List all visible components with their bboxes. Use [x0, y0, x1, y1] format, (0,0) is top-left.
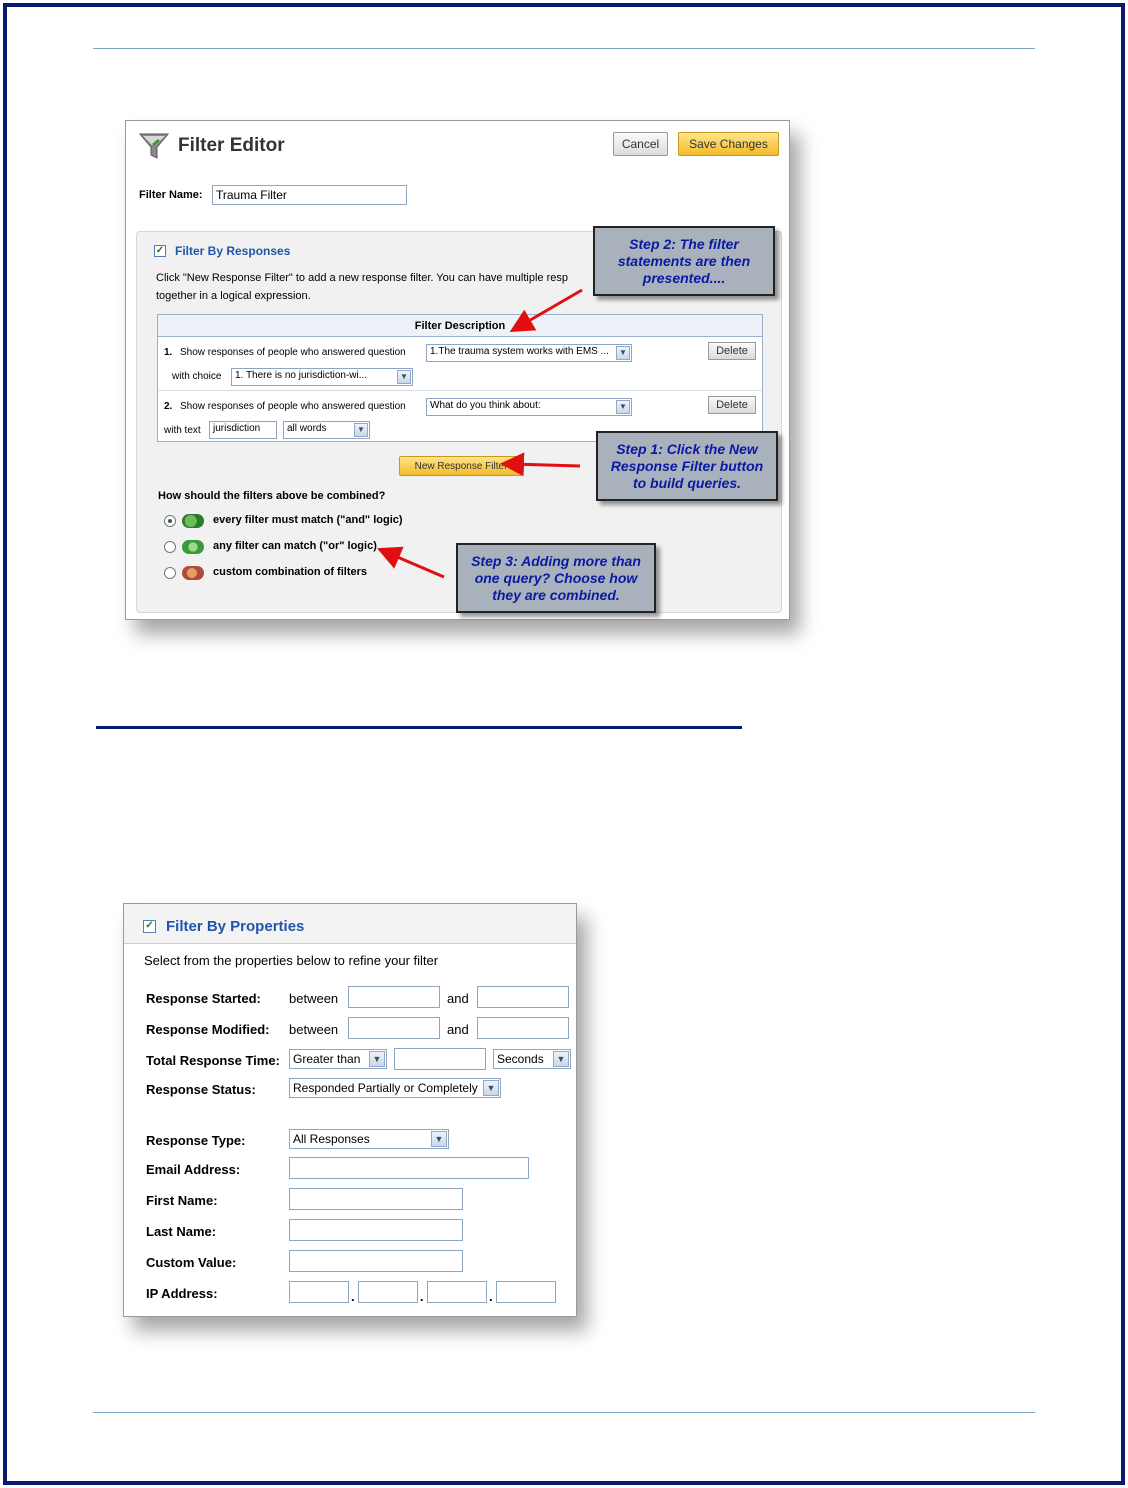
page-title: Filter Editor	[178, 135, 285, 156]
response-status-value: Responded Partially or Completely	[293, 1081, 478, 1095]
response-status-label: Response Status:	[146, 1082, 256, 1097]
step-2-arrow	[520, 290, 582, 326]
step-3-callout: Step 3: Adding more than one query? Choose how they are combined.	[456, 543, 656, 613]
row-2-number: 2.	[164, 401, 173, 412]
response-modified-to-input[interactable]	[477, 1017, 569, 1039]
row-2-question-value: What do you think about:	[430, 400, 541, 411]
row-1-question-value: 1.The trauma system works with EMS ...	[430, 346, 609, 357]
ip-octet-1-input[interactable]	[289, 1281, 349, 1303]
footer-rule	[93, 1412, 1035, 1413]
custom-value-input[interactable]	[289, 1250, 463, 1272]
email-address-input[interactable]	[289, 1157, 529, 1179]
row-1-text: Show responses of people who answered question	[180, 347, 406, 358]
row-1-delete-button[interactable]: Delete	[708, 342, 756, 360]
response-type-select[interactable]	[289, 1129, 449, 1149]
email-address-label: Email Address:	[146, 1162, 241, 1177]
chevron-down-icon: ▼	[483, 1080, 499, 1096]
response-modified-from-input[interactable]	[348, 1017, 440, 1039]
instructions-line-1: Click "New Response Filter" to add a new response filter. You can have multiple resp	[156, 272, 568, 284]
row-2-sub-label: with text	[164, 425, 201, 436]
callout-arrows	[0, 0, 1128, 700]
first-name-input[interactable]	[289, 1188, 463, 1210]
chevron-down-icon: ▼	[397, 370, 411, 384]
ip-octet-3-input[interactable]	[427, 1281, 487, 1303]
ip-separator: .	[420, 1289, 424, 1304]
response-started-between: between	[289, 991, 339, 1006]
filter-by-properties-screenshot	[123, 903, 577, 1317]
filter-description-header: Filter Description	[158, 315, 762, 337]
step-1-arrow	[512, 464, 580, 466]
save-changes-button[interactable]: Save Changes	[678, 132, 779, 156]
or-logic-label: any filter can match ("or" logic)	[213, 540, 377, 552]
row-1-choice-value: 1. There is no jurisdiction-wi...	[235, 370, 368, 381]
and-logic-label: every filter must match ("and" logic)	[213, 514, 403, 526]
step-1-callout: Step 1: Click the New Response Filter button to build queries.	[596, 431, 778, 501]
filter-by-responses-checkbox[interactable]: ✓	[155, 245, 165, 256]
row-2-text-input[interactable]: jurisdiction	[209, 421, 277, 439]
response-started-from-input[interactable]	[348, 986, 440, 1008]
response-modified-label: Response Modified:	[146, 1022, 270, 1037]
first-name-label: First Name:	[146, 1193, 218, 1208]
row-2-text: Show responses of people who answered question	[180, 401, 406, 412]
row-1-sub-label: with choice	[172, 371, 222, 382]
total-response-time-label: Total Response Time:	[146, 1053, 280, 1068]
response-modified-between: between	[289, 1022, 339, 1037]
section-divider	[96, 726, 742, 729]
total-time-operator-value: Greater than	[293, 1052, 361, 1066]
ip-octet-2-input[interactable]	[358, 1281, 418, 1303]
new-response-filter-button[interactable]: New Response Filter	[399, 456, 523, 476]
response-started-to-input[interactable]	[477, 986, 569, 1008]
filter-name-input[interactable]: Trauma Filter	[212, 185, 407, 205]
filter-name-label: Filter Name:	[139, 189, 203, 201]
total-time-unit-select[interactable]	[493, 1049, 571, 1069]
cancel-button[interactable]: Cancel	[613, 132, 668, 156]
chevron-down-icon: ▼	[616, 346, 630, 360]
filter-by-properties-checkbox[interactable]: ✓	[143, 920, 156, 933]
properties-header	[124, 904, 576, 944]
custom-logic-label: custom combination of filters	[213, 566, 368, 578]
step-3-arrow	[388, 553, 444, 577]
chevron-down-icon: ▼	[369, 1051, 385, 1067]
chevron-down-icon: ▼	[553, 1051, 569, 1067]
ip-separator: .	[489, 1289, 493, 1304]
custom-value-label: Custom Value:	[146, 1255, 237, 1270]
step-2-callout: Step 2: The filter statements are then presented....	[593, 226, 775, 296]
response-started-label: Response Started:	[146, 991, 261, 1006]
response-started-and: and	[447, 991, 469, 1006]
chevron-down-icon: ▼	[431, 1131, 447, 1147]
ip-octet-4-input[interactable]	[496, 1281, 556, 1303]
ip-separator: .	[351, 1289, 355, 1304]
combine-question: How should the filters above be combined?	[158, 490, 386, 502]
row-2-delete-button[interactable]: Delete	[708, 396, 756, 414]
total-time-unit-value: Seconds	[497, 1052, 544, 1066]
row-2-match-value: all words	[287, 423, 327, 434]
row-1-number: 1.	[164, 347, 173, 358]
response-modified-and: and	[447, 1022, 469, 1037]
chevron-down-icon: ▼	[616, 400, 630, 414]
total-time-operator-select[interactable]	[289, 1049, 387, 1069]
response-status-select[interactable]	[289, 1078, 501, 1098]
properties-instructions: Select from the properties below to refine your filter	[144, 953, 439, 968]
ip-address-label: IP Address:	[146, 1286, 218, 1301]
instructions-line-2: together in a logical expression.	[156, 290, 311, 302]
chevron-down-icon: ▼	[354, 423, 368, 437]
filter-by-responses-title: Filter By Responses	[175, 244, 291, 258]
filter-by-properties-title: Filter By Properties	[166, 918, 305, 935]
response-type-label: Response Type:	[146, 1133, 246, 1148]
last-name-input[interactable]	[289, 1219, 463, 1241]
response-type-value: All Responses	[293, 1132, 370, 1146]
last-name-label: Last Name:	[146, 1224, 217, 1239]
total-time-value-input[interactable]	[394, 1048, 486, 1070]
